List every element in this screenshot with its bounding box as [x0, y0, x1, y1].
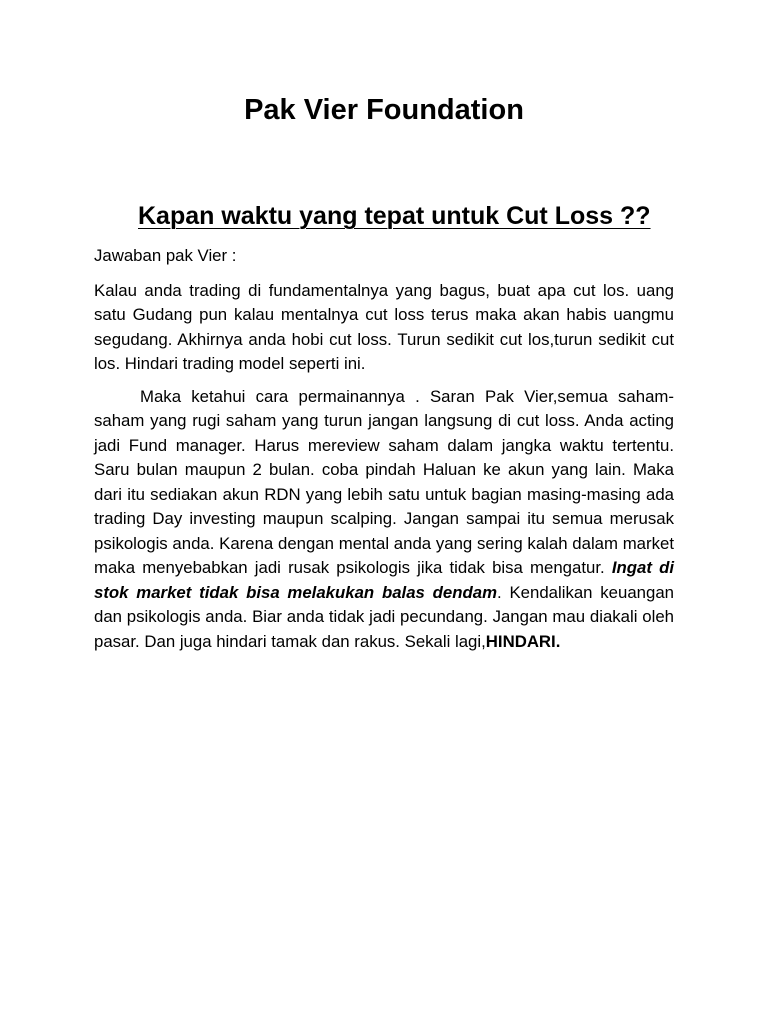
paragraph-2-text-b: . Kendalikan keuangan dan psikologis anda. Biar anda tidak jadi pecundang. Jangan mau diakali oleh pasar. Dan juga hindari tamak dan rakus. Sekali lagi,: [94, 582, 675, 651]
paragraph-2: [94, 385, 674, 655]
paragraph-2-text-a: Maka ketahui cara permainannya . Saran Pak Vier,semua saham-saham yang rugi saham yang turun jangan langsung di cut loss. Anda acting jadi Fund manager. Harus mereview saham dalam jangka waktu tertentu. Saru bulan maupun 2 bulan. coba pindah Haluan ke akun yang lain. Maka dari itu sediakan akun RDN yang lebih satu untuk bagian masing-masing ada trading Day investing maupun scalping. Jangan sampai itu semua merusak psikologis anda. Karena dengan mental anda yang sering kalah dalam market maka menyebabkan jadi rusak psikologis jika tidak bisa mengatur.: [94, 386, 674, 577]
paragraph-2-emphasis: Ingat di stok market tidak bisa melakukan balas dendam: [94, 558, 674, 602]
document-subtitle: Kapan waktu yang tepat untuk Cut Loss ??: [138, 202, 651, 230]
paragraph-1: Kalau anda trading di fundamentalnya yang bagus, buat apa cut los. uang satu Gudang pun kalau mentalnya cut loss terus maka akan habis uangmu segudang. Akhirnya anda hobi cut loss. Turun sedikit cut los,turun sedikit cut los. Hindari trading model seperti ini.: [94, 280, 674, 373]
document-title: Pak Vier Foundation: [244, 94, 524, 126]
paragraph-2-closing: HINDARI.: [485, 631, 561, 651]
document-body: [94, 244, 674, 662]
intro-line: Jawaban pak Vier :: [94, 246, 237, 265]
